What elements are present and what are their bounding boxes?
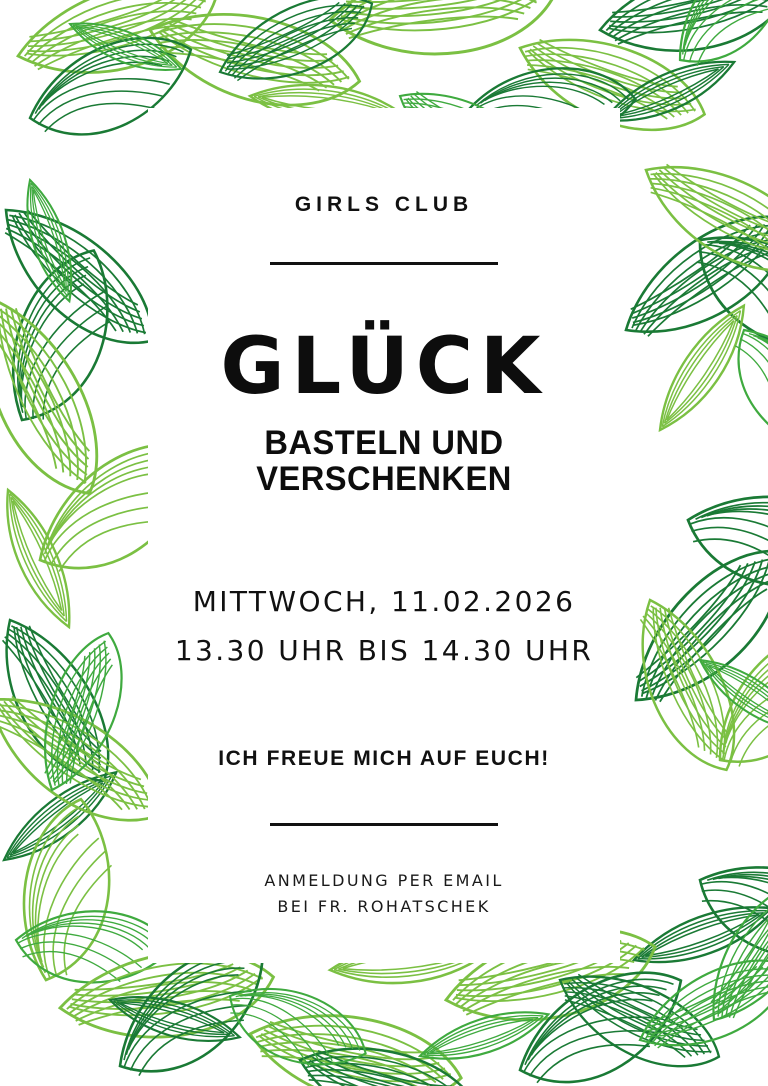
event-time: 13.30 UHR BIS 14.30 UHR: [174, 634, 594, 668]
poster-content-card: [148, 108, 620, 963]
divider-top: [270, 262, 498, 265]
contact-line-2: BEI FR. ROHATSCHEK: [277, 897, 491, 917]
event-date: MITTWOCH, 11.02.2026: [192, 585, 576, 619]
divider-bottom: [270, 823, 498, 826]
poster-subtitle: BASTELN UND VERSCHENKEN: [256, 424, 512, 498]
contact-line-1: ANMELDUNG PER EMAIL: [264, 871, 504, 891]
poster-kicker: GIRLS CLUB: [294, 193, 474, 216]
contact-info: [264, 868, 503, 919]
closing-message: ICH FREUE MICH AUF EUCH!: [218, 747, 550, 771]
poster-title: GLÜCK: [220, 322, 548, 412]
event-datetime: [175, 577, 593, 675]
